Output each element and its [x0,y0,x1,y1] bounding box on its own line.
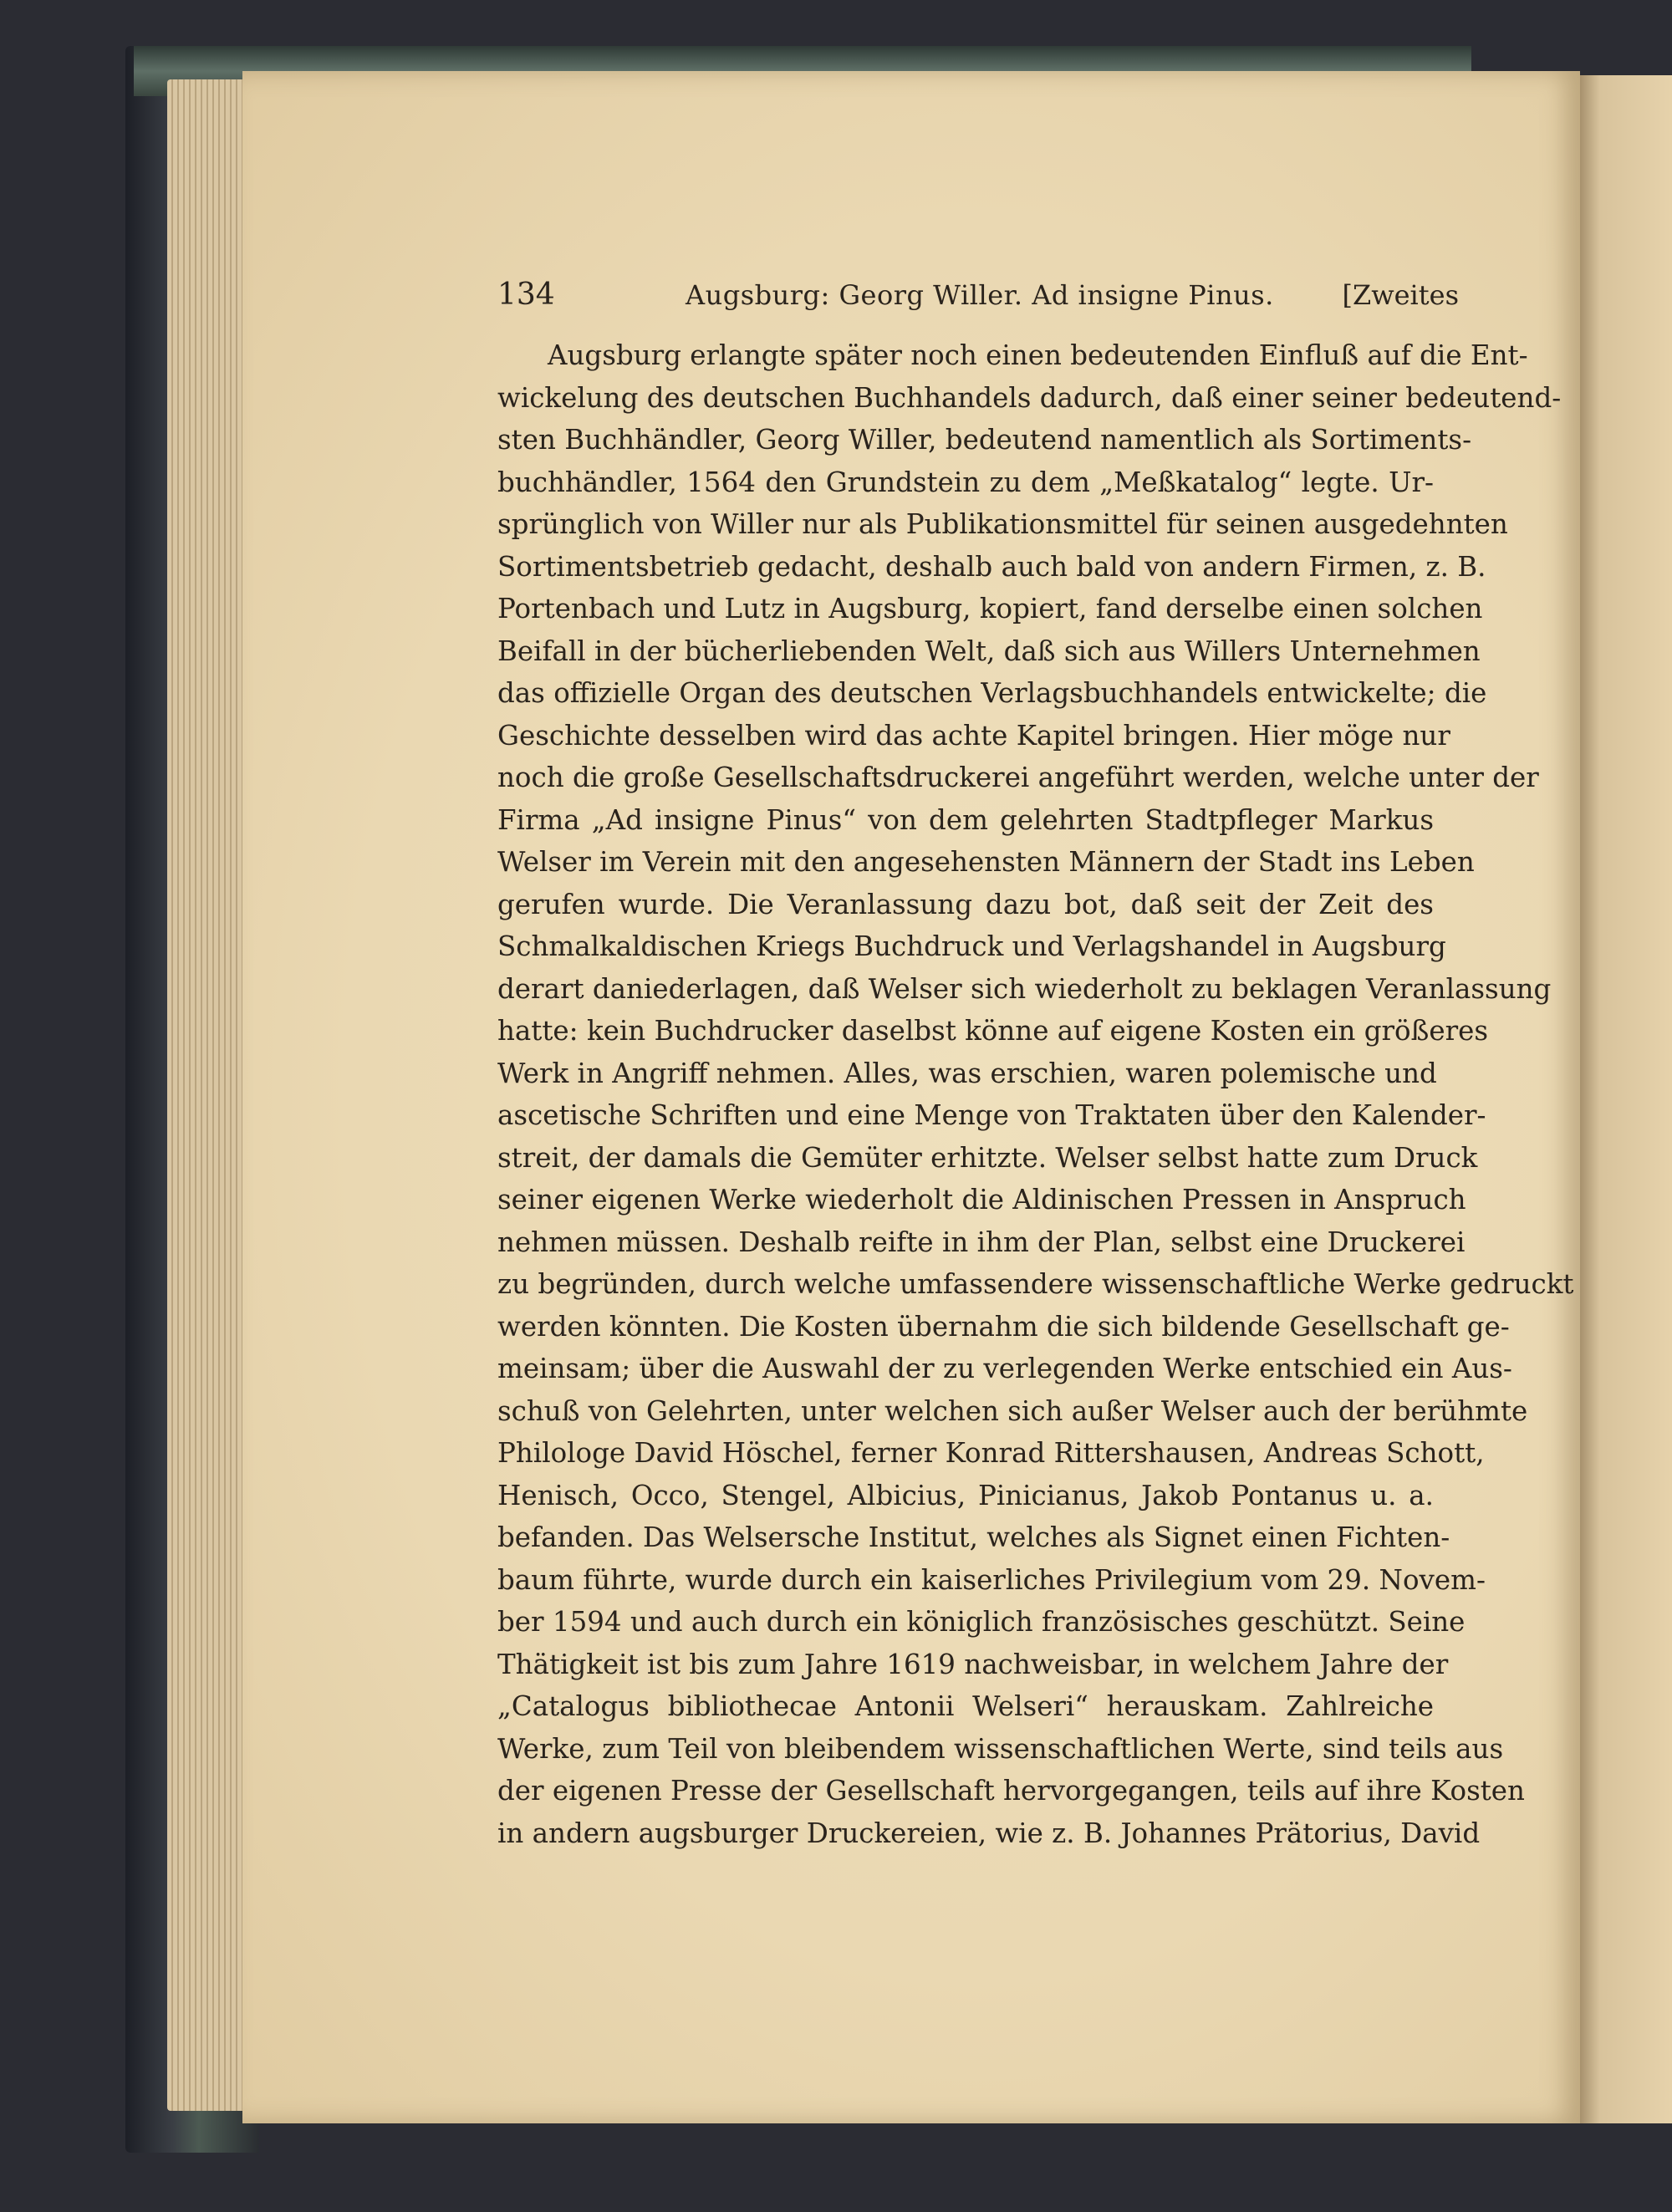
text-line: Sortimentsbetrieb gedacht, deshalb auch bald von andern Firmen, z. B. [497,550,1486,583]
text-line: Portenbach und Lutz in Augsburg, kopiert, fand derselbe einen solchen [497,593,1483,624]
text-line: sprünglich von Willer nur als Publikationsmittel für seinen ausgedehnten [497,508,1508,540]
section-marker: [Zweites [1342,279,1459,311]
text-line: streit, der damals die Gemüter erhitzte. Welser selbst hatte zum Druck [497,1141,1478,1174]
text-line: Thätigkeit ist bis zum Jahre 1619 nachweisbar, in welchem Jahre der [497,1648,1449,1680]
text-line: in andern augsburger Druckereien, wie z. B. Johannes Prätorius, David [497,1817,1481,1849]
text-line: sten Buchhändler, Georg Willer, bedeutend namentlich als Sortiments- [497,424,1472,456]
text-line: derart daniederlagen, daß Welser sich wiederholt zu beklagen Veranlassung [497,972,1552,1005]
text-line: Philologe David Höschel, ferner Konrad Rittershausen, Andreas Schott, [497,1437,1485,1469]
text-line: befanden. Das Welsersche Institut, welches als Signet einen Fichten- [497,1521,1450,1553]
text-line: der eigenen Presse der Gesellschaft hervorgegangen, teils auf ihre Kosten [497,1775,1525,1807]
text-line: baum führte, wurde durch ein kaiserliches Privilegium vom 29. Novem- [497,1563,1486,1596]
text-line: noch die große Gesellschaftsdruckerei angeführt werden, welche unter der [497,762,1539,793]
text-line: zu begründen, durch welche umfassendere wissenschaftliche Werke gedruckt [497,1268,1574,1300]
text-line: Schmalkaldischen Kriegs Buchdruck und Verlagshandel in Augsburg [497,930,1446,962]
text-line: wickelung des deutschen Buchhandels dadurch, daß einer seiner bedeutend- [497,381,1562,414]
text-line: Welser im Verein mit den angesehensten Männern der Stadt ins Leben [497,846,1475,878]
text-line: ber 1594 und auch durch ein königlich französisches geschützt. Seine [497,1606,1466,1638]
text-line: Werke, zum Teil von bleibendem wissenschaftlichen Werte, sind teils aus [497,1732,1504,1765]
text-line: nehmen müssen. Deshalb reifte in ihm der Plan, selbst eine Druckerei [497,1226,1466,1258]
page-header [497,276,1459,318]
text-line: Geschichte desselben wird das achte Kapitel bringen. Hier möge nur [497,719,1450,752]
body-text [497,334,1574,1854]
facing-page-edge [1576,75,1672,2123]
running-title: Augsburg: Georg Willer. Ad insigne Pinus. [686,279,1274,311]
text-line: gerufen wurde. Die Veranlassung dazu bot, daß seit der Zeit des [497,888,1434,920]
page-number: 134 [497,278,555,312]
text-line: Beifall in der bücherliebenden Welt, daß sich aus Willers Unternehmen [497,635,1481,667]
text-line: hatte: kein Buchdrucker daselbst könne auf eigene Kosten ein größeres [497,1015,1489,1047]
text-line: Werk in Angriff nehmen. Alles, was erschien, waren polemische und [497,1057,1437,1089]
text-line: ascetische Schriften und eine Menge von Traktaten über den Kalender- [497,1099,1486,1131]
text-line: seiner eigenen Werke wiederholt die Aldinischen Pressen in Anspruch [497,1184,1466,1216]
text-line: schuß von Gelehrten, unter welchen sich außer Welser auch der berühmte [497,1394,1528,1427]
text-line: meinsam; über die Auswahl der zu verlegenden Werke entschied ein Aus- [497,1353,1512,1384]
text-line: buchhändler, 1564 den Grundstein zu dem „Meßkatalog“ legte. Ur- [497,466,1434,498]
text-line: „Catalogus bibliothecae Antonii Welseri“ herauskam. Zahlreiche [497,1690,1434,1722]
text-line: das offizielle Organ des deutschen Verlagsbuchhandels entwickelte; die [497,677,1487,709]
text-line: Augsburg erlangte später noch einen bedeutenden Einfluß auf die Ent- [548,339,1528,371]
text-line: werden könnten. Die Kosten übernahm die sich bildende Gesellschaft ge- [497,1310,1510,1343]
text-line: Henisch, Occo, Stengel, Albicius, Pinicianus, Jakob Pontanus u. a. [497,1479,1434,1511]
text-line: Firma „Ad insigne Pinus“ von dem gelehrten Stadtpfleger Markus [497,803,1434,836]
